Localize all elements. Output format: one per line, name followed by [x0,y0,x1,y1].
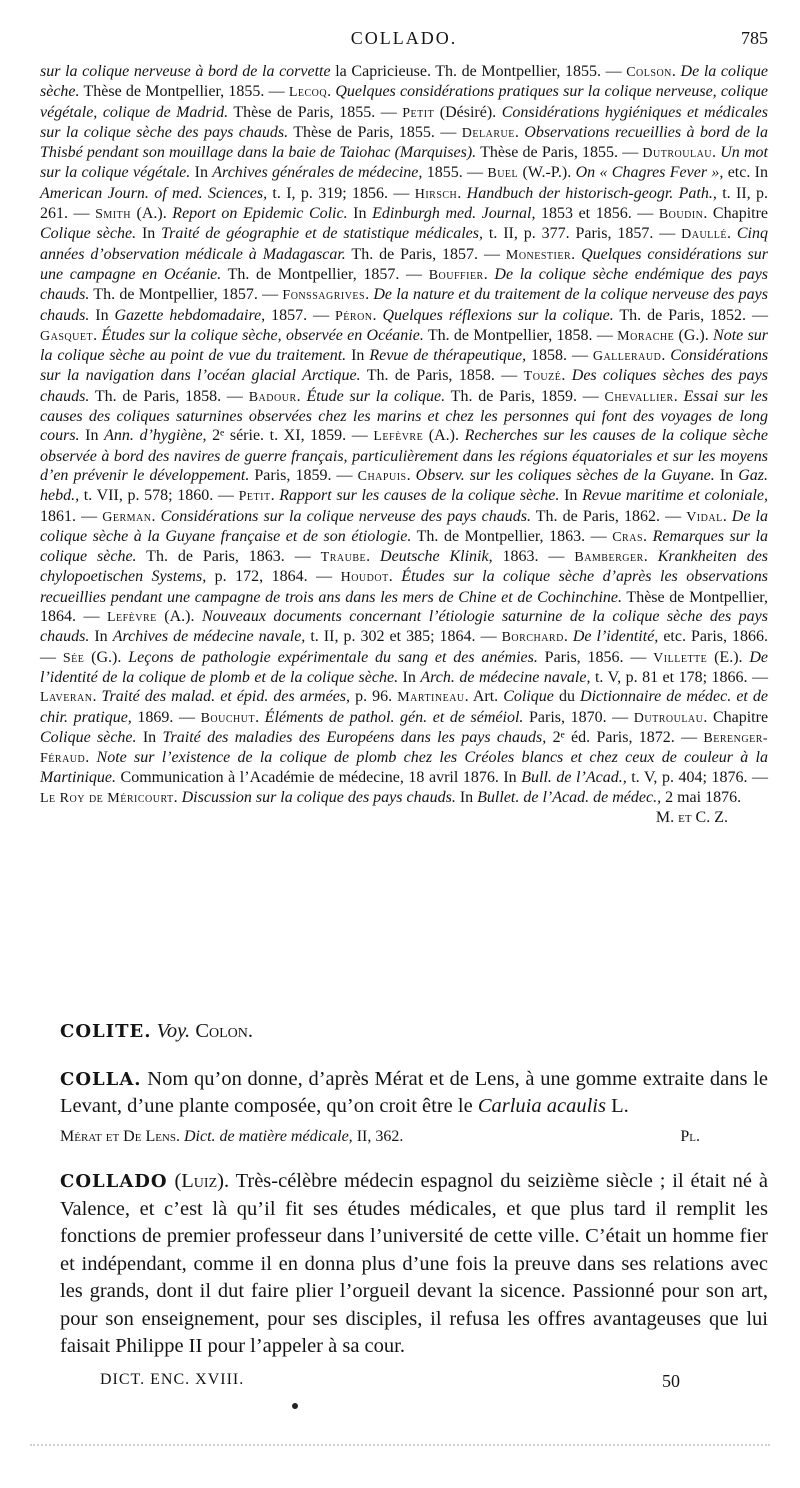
text: Paris, 1870. — [523,708,634,726]
text: (A.). [130,205,173,223]
title: Études sur la colique sèche, observée en Océanie. [101,326,424,344]
title: Éléments de pathol. gén. et de séméiol. [264,708,524,726]
text: p. 96. [350,688,398,706]
ref-signature: Pl. [680,1128,700,1145]
title: Cinq années d’observation médicale à Madagascar. [40,225,768,263]
text: t. II, p. 302 et 385; 1864. — [305,628,502,646]
signature-mark: DICT. ENC. XVIII. [100,1371,245,1388]
page-number: 785 [741,28,768,48]
author: German [102,509,152,525]
text: Communication à l’Académie de médecine, 18 avril 1876. In [116,769,522,787]
title: Ann. d’hygiène, [104,427,207,445]
text: In [136,728,163,746]
author: Sée [62,650,85,666]
author: Bouffier [428,267,484,283]
author: Berenger-Féraud [40,730,769,767]
title: Gaz. hebd., [40,466,769,505]
title: Un mot sur la colique végétale. [40,144,768,182]
title: Discussion sur la colique des pays chauds. [181,788,456,806]
author: Bamberger [574,550,644,566]
bibliography-signature: M. et C. Z. [655,808,728,826]
text: Thèse de Paris, 1855. — [288,123,462,141]
title: De l’identité de la colique de plomb et de la colique sèche. [40,648,769,686]
text: Th. de Paris, 1862. — [530,507,687,525]
author: Boudin [658,207,704,223]
author: Gasquet [40,328,94,344]
author: Buel [487,166,519,182]
text: Th. de Paris, 1852. — [613,306,768,324]
author: Delarue [461,125,515,141]
headword: COLLADO [60,1171,168,1192]
title: Revue maritime et coloniale, [582,487,769,505]
entry-colite [60,1018,768,1045]
text: Th. de Montpellier, 1858. — [423,326,618,344]
text: In [559,487,583,505]
text: In [714,466,739,484]
title: Gazette hebdomadaire, [114,306,266,324]
author: Borchard [501,630,564,646]
text: Thèse de Montpellier, 1855. — [79,83,289,101]
title: Rapport sur les causes de la colique sèche. [279,487,560,505]
title: De la nature et du traitement de la colique nerveuse des pays chauds. [40,286,769,324]
page-header [40,28,768,54]
author: Péron [335,308,373,324]
title: Considérations sur la colique nerveuse des pays chauds. [160,507,531,525]
text: (G.). [674,326,714,344]
title: Leçons de pathologie expérimentale du sang et des anémies. [128,648,538,666]
entry-collado [60,1168,768,1361]
first-name: (Luiz). [167,1170,230,1192]
title: Colique sèche. [40,225,137,243]
ink-spot [292,1403,298,1409]
title: De la colique sèche. [40,63,769,101]
text: In [347,205,373,223]
text: 1858. — [526,347,593,365]
running-head: COLLADO. [350,28,458,48]
text: In [398,668,421,686]
text: Th. de Paris, 1863. — [136,548,321,566]
author: Chapuis [357,468,407,484]
title: Handbuch der historisch-geogr. Path., [466,184,717,202]
ref-authors: Mérat et De Lens. [60,1128,180,1145]
title: Quelques réflexions sur la colique. [382,306,614,324]
text: (W.-P.). [518,164,576,182]
title: Essai sur les causes des coliques saturnines observées chez les marins et chez les personnes qui font des voyages de long cours. [40,387,769,445]
author: Lefèvre [373,429,424,445]
entry-text-end: L. [605,1095,629,1117]
author: Martineau [397,690,465,706]
text: 1857. — [265,306,335,324]
title: De la colique sèche à la Guyane française et de son étiologie. [40,507,769,545]
entry-colla-reference [60,1128,700,1146]
text: t. V, p. 404; 1876. — [626,769,769,787]
title: Archives générales de médecine, [212,164,423,182]
author: Cras [612,529,644,545]
title: Report on Epidemic Colic. [172,205,348,223]
ref-title: Dict. de matière médicale, [184,1128,353,1145]
author: Dutroulau [642,146,713,162]
text: (Désiré). [434,103,502,121]
text: 2ᵉ éd. Paris, 1872. — [546,728,704,746]
cross-reference: Colon. [195,1020,253,1042]
text: t. II, p. 377. Paris, 1857. — [483,225,682,243]
author: Traube [320,550,367,566]
headword: COLLA. [60,1069,142,1090]
page-footer [100,1371,680,1389]
title: Dictionnaire de médec. et de chir. pratique, [40,688,769,726]
text: etc. In [723,164,769,182]
author: Lecoq [288,85,328,101]
see-also-label: Voy. [156,1020,191,1042]
author: Petit [402,105,435,121]
title: On « Chagres Fever », [575,164,724,182]
text: t. V, p. 81 et 178; 1866. — [590,668,768,686]
text: Chapitre [707,205,769,223]
author: Touzé [523,369,562,385]
author: Galleraud [592,349,662,365]
text: Th. de Montpellier, 1857. — [221,265,429,283]
title: De la colique sèche endémique des pays chauds. [40,265,769,304]
text: 1855. — [422,164,488,182]
text: Th. de Paris, 1859. — [445,387,605,405]
title: Observations recueillies à bord de la Thisbé pendant son mouillage dans la baie de Taiohac (Marquises). [40,123,768,162]
title: Arch. de médecine navale, [420,668,591,686]
title: Études sur la colique sèche d’après les observations recueillies pendant une campagne de trois ans dans les mers de Chine et de Cochinchine. [40,568,769,606]
title: sur la colique nerveuse à bord de la corvette [40,63,331,80]
author: Fonssagrives [282,288,366,304]
author: Hirsch [414,186,458,202]
author: Houdot [340,570,389,586]
title: Quelques considérations sur une campagne en Océanie. [40,245,769,283]
text: Art. [468,688,504,706]
species-name: Carluia acaulis [477,1095,606,1117]
text: In [89,306,115,324]
title: American Journ. of med. Sciences, [40,184,268,202]
sheet-number: 50 [662,1371,680,1391]
author: Lefèvre [106,610,157,626]
text: p. 172, 1864. — [206,568,341,586]
title: Colique sèche. [40,728,137,746]
text: Th. de Montpellier, 1863. — [411,527,613,545]
text: du [553,688,581,706]
text: t. II, p. 261. — [40,184,769,223]
text: 2 mai 1876. [661,788,742,806]
author: Morache [617,328,675,344]
title: Recherches sur les causes de la colique sèche observée à bord des navires de guerre français, particulièrement dans les régions équatoriales et sur les moyens d’en prévenir le développement. [40,427,768,484]
author: Chevallier [604,389,674,405]
title: Colique [503,688,554,706]
title: Archives de médecine navale, [112,628,306,646]
text: Th. de Paris, 1858. — [360,367,524,385]
text: la Capricieuse. Th. de Montpellier, 1855. — [330,63,627,80]
title: Remarques sur la colique sèche. [40,527,769,566]
title: Edinburgh med. Journal, [372,205,536,223]
text: 1853 et 1856. — [535,205,659,223]
text: Th. de Montpellier, 1857. — [89,286,283,304]
text: In [346,347,370,365]
author: Laveran [40,690,93,706]
text: 1861. — [40,507,103,525]
entry-text: Nom qu’on donne, d’après Mérat et de Lens, à une gomme extraite dans le Levant, d’une plante composée, qu’on croit être le [60,1068,768,1117]
text: t. VII, p. 578; 1860. — [79,487,239,505]
author: Monestier [505,247,572,263]
author: Daullé [681,227,727,243]
entry-colla [60,1066,768,1120]
author: Smith [95,207,131,223]
bibliography-block: sur la colique nerveuse à bord de la corvette la Capricieuse. Th. de Montpellier, 1855. — Colson. De la colique sèche. Thèse de Montpellier, 1855. — Lecoq. Quelques considérations pratiques sur la colique nerveuse, colique végétale, colique de Madrid. Thèse de Paris, 1855. — Petit (Désiré). Considérations hygiéniques et médicales sur la colique sèche des pays chauds. Thèse de Paris, 1855. — Delarue. Observations recueillies à bord de la Thisbé pendant son mouillage dans la baie de Taiohac (Marquises). Thèse de Paris, 1855. — Dutroulau. Un mot sur la colique végétale. In Archives générales de médecine, 1855. — Buel (W.-P.). On « Chagres Fever », etc. In American Journ. of med. Sciences, t. I, p. 319; 1856. — Hirsch. Handbuch der historisch-geogr. Path., t. II, p. 261. — Smith (A.). Report on Epidemic Colic. In Edinburgh med. Journal, 1853 et 1856. — Boudin. Chapitre Colique sèche. In Traité de géographie et de statistique médicales, t. II, p. 377. Paris, 1857. — Daullé. Cinq années d’observation médicale à Madagascar. Th. de Paris, 1857. — Monestier. Quelques considérations sur une campagne en Océanie. Th. de Montpellier, 1857. — Bouffier. De la colique sèche endémique des pays chauds. Th. de Montpellier, 1857. — Fonssagrives. De la nature et du traitement de la colique nerveuse des pays chauds. In Gazette hebdomadaire, 1857. — Péron. Quelques réflexions sur la colique. Th. de Paris, 1852. — Gasquet. Études sur la colique sèche, observée en Océanie. Th. de Montpellier, 1858. — Morache (G.). Note sur la colique sèche au point de vue du traitement. In Revue de thérapeutique, 1858. — Galleraud. Considérations sur la navigation dans l’océan glacial Arctique. Th. de Paris, 1858. — Touzé. Des coliques sèches des pays chauds. Th. de Paris, 1858. — Badour. Étude sur la colique. Th. de Paris, 1859. — Chevallier. Essai sur les causes des coliques saturnines observées chez les marins et chez les personnes qui font des voyages de long cours. In Ann. d’hygiène, 2ᵉ série. t. XI, 1859. — Lefèvre (A.). Recherches sur les causes de la colique sèche observée à bord des navires de guerre français, particulièrement dans les régions équatoriales et sur les moyens d’en prévenir le développement. Paris, 1859. — Chapuis. Observ. sur les coliques sèches de la Guyane. In Gaz. hebd., t. VII, p. 578; 1860. — Petit. Rapport sur les causes de la colique sèche. In Revue maritime et coloniale, 1861. — German. Considérations sur la colique nerveuse des pays chauds. Th. de Paris, 1862. — Vidal. De la colique sèche à la Guyane française et de son étiologie. Th. de Montpellier, 1863. — Cras. Remarques sur la colique sèche. Th. de Paris, 1863. — Traube. Deutsche Klinik, 1863. — Bamberger. Krankheiten des chylopoetischen Systems, p. 172, 1864. — Houdot. Études sur la colique sèche d’après les observations recueillies pendant une campagne de trois ans dans les mers de Chine et de Cochinchine. Thèse de Montpellier, 1864. — Lefèvre (A.). Nouveaux documents concernant l’étiologie saturnine de la colique sèche des pays chauds. In Archives de médecine navale, t. II, p. 302 et 385; 1864. — Borchard. De l’identité, etc. Paris, 1866. — Sée (G.). Leçons de pathologie expérimentale du sang et des anémies. Paris, 1856. — Villette (E.). De l’identité de la colique de plomb et de la colique sèche. In Arch. de médecine navale, t. V, p. 81 et 178; 1866. — Laveran. Traité des malad. et épid. des armées, p. 96. Martineau. Art. Colique du Dictionnaire de médec. et de chir. pratique, 1869. — Bouchut. Éléments de pathol. gén. et de séméiol. Paris, 1870. — Dutroulau. Chapitre Colique sèche. In Traité des maladies des Européens dans les pays chauds, 2ᵉ éd. Paris, 1872. — Berenger-Féraud. Note sur l’existence de la colique de plomb chez les Créoles blancs et chez ceux de couleur à la Martinique. Communication à l’Académie de médecine, 18 avril 1876. In Bull. de l’Acad., t. V, p. 404; 1876. — Le Roy de Méricourt. Discussion sur la colique des pays chauds. In Bullet. de l’Acad. de médec., 2 mai 1876. M. et C. Z. [40,63,769,826]
title: Revue de thérapeutique, [369,347,527,365]
text: 1869. — [131,708,201,726]
title: Traité de géographie et de statistique médicales, [161,225,484,243]
title: Note sur l’existence de la colique de plomb chez les Créoles blancs et chez ceux de couleur à la Martinique. [40,749,769,787]
entry-text: Très-célèbre médecin espagnol du seizième siècle ; il était né à Valence, et c’est là qu’il fit ses études médicales, et que plus tard il remplit les fonctions de premier professeur dans l’université de cette ville. C’était un homme fier et indépendant, comme il en donna plus d’une fois la preuve dans ses relations avec les grands, dont il dut faire plier l’orgueil devant la sicence. Passionné pour son art, pour son enseignement, pour ses disciples, il refusa les offres avantageuses que lui faisait Philippe II pour l’appeler à sa cour. [60,1170,768,1357]
text: Th. de Paris, 1858. — [89,387,249,405]
text: 1863. — [492,548,575,566]
title: Note sur la colique sèche au point de vue du traitement. [40,326,769,365]
author: Petit [238,489,271,505]
text: t. I, p. 319; 1856. — [267,184,415,202]
author: Villette [653,650,708,666]
title: Considérations hygiéniques et médicales sur la colique sèche des pays chauds. [40,103,769,141]
title: Deutsche Klinik, [380,548,493,566]
title: Étude sur la colique. [306,387,446,405]
author: Vidal [686,509,723,525]
title: Observ. sur les coliques sèches de la Guyane. [415,466,715,484]
text: Thèse de Montpellier, 1864. — [40,588,768,626]
ref-text: II, 362. [352,1128,404,1145]
author: Badour [248,389,297,405]
title: Quelques considérations pratiques sur la colique nerveuse, colique végétale, colique de Madrid. [40,83,768,121]
title: Traité des maladies des Européens dans les pays chauds, [162,728,547,746]
text: Paris, 1859. — [249,466,358,484]
text: In [89,628,113,646]
author: Le Roy de Méricourt [40,790,174,806]
author: Bouchut [200,710,256,726]
text: etc. Paris, 1866. — [40,628,769,666]
title: Bull. de l’Acad., [521,769,627,787]
text: (A.). [423,427,465,445]
text: Chapitre [707,708,769,726]
text: Th. de Paris, 1857. — [345,245,506,263]
text: In [79,427,105,445]
title: Traité des malad. et épid. des armées, [101,688,351,706]
title: Bullet. de l’Acad. de médec., [477,788,662,806]
title: Considérations sur la navigation dans l’océan glacial Arctique. [40,347,769,385]
text: (G.). [84,648,129,666]
text: In [190,164,213,182]
text: In [455,788,478,806]
title: Nouveaux documents concernant l’étiologie saturnine de la colique sèche des pays chauds. [40,608,769,646]
text: In [136,225,162,243]
text: (A.). [156,608,202,626]
scan-dotted-line [30,1444,770,1450]
text: 2ᵉ série. t. XI, 1859. — [206,427,374,445]
title: Krankheiten des chylopoetischen Systems, [40,548,769,586]
text: Thèse de Paris, 1855. — [228,103,403,121]
title: Des coliques sèches des pays chauds. [40,367,769,405]
text: Paris, 1856. — [537,648,654,666]
headword: COLITE. [60,1021,152,1042]
text: Thèse de Paris, 1855. — [476,144,643,162]
title: De l’identité, [572,628,659,646]
author: Dutroulau [633,710,704,726]
text: (E.). [707,648,750,666]
author: Colson [626,65,672,80]
